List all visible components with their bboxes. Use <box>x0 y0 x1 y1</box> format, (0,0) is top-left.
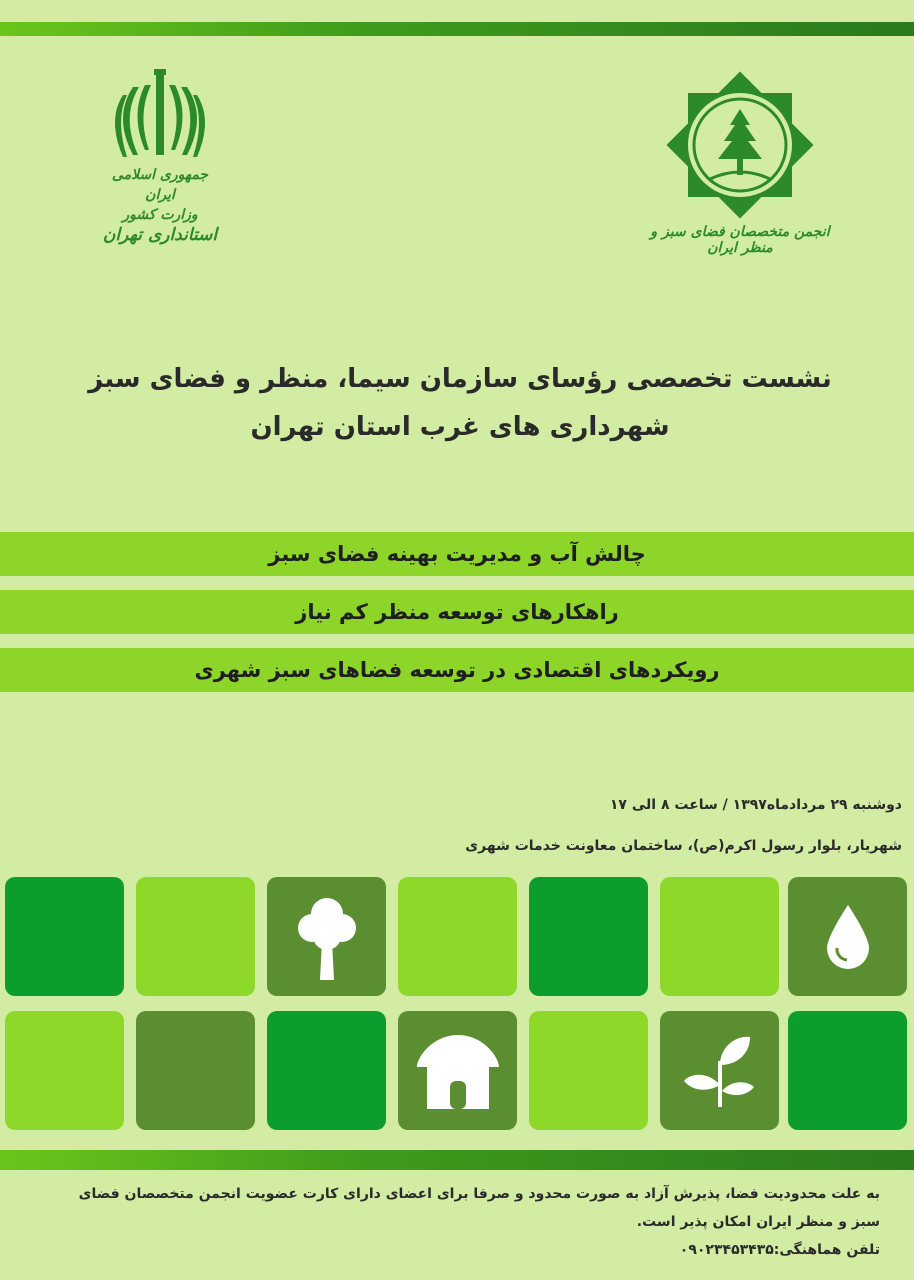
tile-r1-c5 <box>529 877 648 996</box>
footer-line-1: به علت محدودیت فضا، پذیرش آزاد به صورت محدود و صرفا برای اعضای دارای کارت عضویت انجمن متخصصان فضای <box>78 1186 880 1202</box>
topic-band-2: راهکارهای توسعه منظر کم نیاز <box>0 590 914 634</box>
footer-line-2: سبز و منظر ایران امکان پذیر است. <box>636 1214 880 1230</box>
sprout-icon <box>680 1031 760 1111</box>
top-gradient-bar <box>0 22 914 36</box>
topic-band-3: رویکردهای اقتصادی در توسعه فضاهای سبز شهری <box>0 648 914 692</box>
tile-r2-c7 <box>788 1011 907 1130</box>
tile-r1-c7 <box>788 877 907 996</box>
footer-phone: تلفن هماهنگی:۰۹۰۲۳۴۵۳۴۳۵ <box>679 1242 880 1258</box>
tile-r2-c5 <box>529 1011 648 1130</box>
tree-icon <box>292 892 362 982</box>
tile-r2-c3 <box>267 1011 386 1130</box>
emblem-line-2: وزارت کشور <box>122 207 198 223</box>
tile-r1-c4 <box>398 877 517 996</box>
tile-r1-c2 <box>136 877 255 996</box>
tile-r2-c1 <box>5 1011 124 1130</box>
emblem-line-3: استانداری تهران <box>102 225 218 245</box>
event-location: شهریار، بلوار رسول اکرم(ص)، ساختمان معاونت خدمات شهری <box>465 838 902 854</box>
iran-emblem-icon <box>105 65 215 165</box>
title-line-2: شهرداری های غرب استان تهران <box>250 412 670 442</box>
association-name: انجمن متخصصان فضای سبز و منظر ایران <box>650 224 830 256</box>
tile-r2-c2 <box>136 1011 255 1130</box>
tile-r1-c3 <box>267 877 386 996</box>
title-line-1: نشست تخصصی رؤسای سازمان سیما، منظر و فضای سبز <box>88 364 832 394</box>
tile-r2-c6 <box>660 1011 779 1130</box>
tile-r1-c1 <box>5 877 124 996</box>
event-datetime: دوشنبه ۲۹ مردادماه۱۳۹۷ / ساعت ۸ الی ۱۷ <box>609 797 902 813</box>
house-icon <box>413 1031 503 1111</box>
emblem-line-1: جمهوری اسلامی ایران <box>111 167 209 203</box>
ministry-emblem <box>100 65 220 255</box>
tile-r1-c6 <box>660 877 779 996</box>
footer-notice <box>20 1180 880 1264</box>
association-logo <box>640 70 840 260</box>
topic-band-1: چالش آب و مدیریت بهینه فضای سبز <box>0 532 914 576</box>
cedar-tree-star-icon <box>665 70 815 220</box>
bottom-gradient-bar <box>0 1150 914 1170</box>
event-title <box>80 355 840 451</box>
water-drop-icon <box>823 902 873 972</box>
tile-r2-c4 <box>398 1011 517 1130</box>
